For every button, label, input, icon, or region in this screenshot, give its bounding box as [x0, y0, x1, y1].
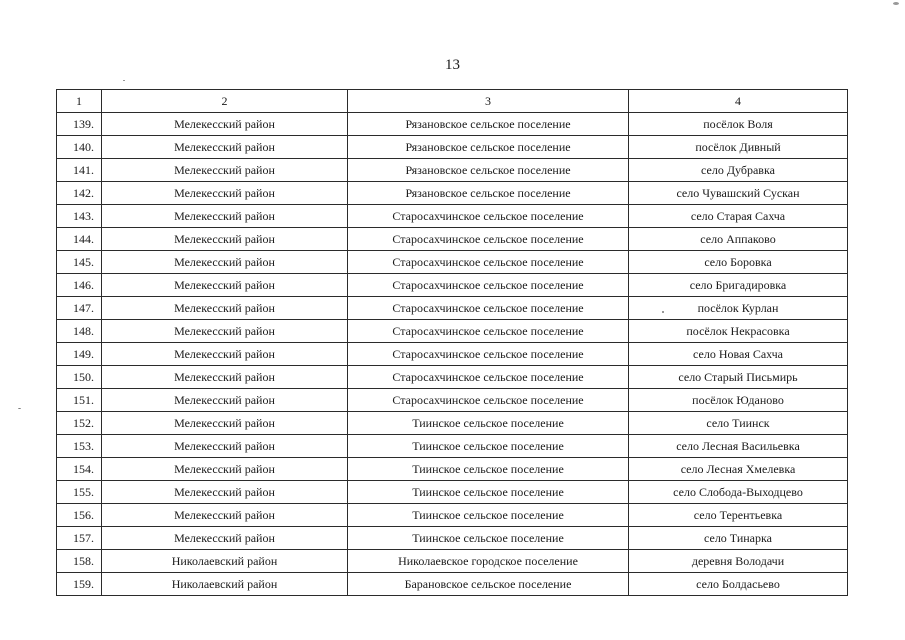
table-row — [57, 435, 848, 458]
table-row — [57, 113, 848, 136]
settlement-cell: Старосахчинское сельское поселение — [348, 274, 629, 297]
district-cell: Мелекесский район — [102, 412, 348, 435]
table-row — [57, 550, 848, 573]
settlement-cell: Тиинское сельское поселение — [348, 412, 629, 435]
settlement-cell: Старосахчинское сельское поселение — [348, 205, 629, 228]
row-number-cell: 157. — [57, 527, 102, 550]
scan-speck — [18, 408, 21, 409]
locality-cell: село Боровка — [629, 251, 848, 274]
settlement-cell: Рязановское сельское поселение — [348, 136, 629, 159]
settlement-cell: Рязановское сельское поселение — [348, 159, 629, 182]
table-row — [57, 343, 848, 366]
locality-cell: посёлок Воля — [629, 113, 848, 136]
district-cell: Мелекесский район — [102, 481, 348, 504]
row-number-cell: 148. — [57, 320, 102, 343]
settlement-cell: Старосахчинское сельское поселение — [348, 320, 629, 343]
district-cell: Николаевский район — [102, 573, 348, 596]
row-number-cell: 139. — [57, 113, 102, 136]
row-number-cell: 155. — [57, 481, 102, 504]
settlement-cell: Рязановское сельское поселение — [348, 182, 629, 205]
locality-cell: село Дубравка — [629, 159, 848, 182]
settlement-cell: Рязановское сельское поселение — [348, 113, 629, 136]
settlement-cell: Старосахчинское сельское поселение — [348, 228, 629, 251]
locality-cell: село Слобода-Выходцево — [629, 481, 848, 504]
settlement-cell: Тиинское сельское поселение — [348, 527, 629, 550]
row-number-cell: 146. — [57, 274, 102, 297]
district-cell: Мелекесский район — [102, 251, 348, 274]
row-number-cell: 151. — [57, 389, 102, 412]
header-cell-district: 2 — [102, 90, 348, 113]
locality-cell: село Лесная Васильевка — [629, 435, 848, 458]
table-row — [57, 481, 848, 504]
locality-cell: село Бригадировка — [629, 274, 848, 297]
locality-cell: посёлок Дивный — [629, 136, 848, 159]
district-cell: Мелекесский район — [102, 205, 348, 228]
row-number-cell: 159. — [57, 573, 102, 596]
locality-cell: село Старый Письмирь — [629, 366, 848, 389]
row-number-cell: 147. — [57, 297, 102, 320]
district-cell: Мелекесский район — [102, 113, 348, 136]
locality-cell: село Новая Сахча — [629, 343, 848, 366]
district-cell: Мелекесский район — [102, 527, 348, 550]
row-number-cell: 153. — [57, 435, 102, 458]
header-cell-number: 1 — [57, 90, 102, 113]
locality-cell: село Лесная Хмелевка — [629, 458, 848, 481]
table-row — [57, 228, 848, 251]
settlement-cell: Старосахчинское сельское поселение — [348, 297, 629, 320]
district-cell: Мелекесский район — [102, 274, 348, 297]
table-row — [57, 159, 848, 182]
row-number-cell: 142. — [57, 182, 102, 205]
district-cell: Мелекесский район — [102, 136, 348, 159]
locality-cell: посёлок Курлан — [629, 297, 848, 320]
table-row — [57, 205, 848, 228]
scan-speck — [893, 2, 899, 5]
locality-cell: посёлок Некрасовка — [629, 320, 848, 343]
district-cell: Мелекесский район — [102, 458, 348, 481]
locality-cell: деревня Володачи — [629, 550, 848, 573]
table-row — [57, 573, 848, 596]
table-row — [57, 389, 848, 412]
scan-speck — [123, 80, 125, 81]
row-number-cell: 154. — [57, 458, 102, 481]
locality-cell: село Тиинск — [629, 412, 848, 435]
settlement-cell: Николаевское городское поселение — [348, 550, 629, 573]
locality-cell: село Болдасьево — [629, 573, 848, 596]
table-row — [57, 504, 848, 527]
district-cell: Мелекесский район — [102, 320, 348, 343]
table-row — [57, 320, 848, 343]
table-row — [57, 274, 848, 297]
row-number-cell: 145. — [57, 251, 102, 274]
row-number-cell: 144. — [57, 228, 102, 251]
settlement-cell: Барановское сельское поселение — [348, 573, 629, 596]
settlement-cell: Старосахчинское сельское поселение — [348, 389, 629, 412]
locality-cell: село Терентьевка — [629, 504, 848, 527]
locality-cell: посёлок Юданово — [629, 389, 848, 412]
row-number-cell: 143. — [57, 205, 102, 228]
locality-cell: село Аппаково — [629, 228, 848, 251]
row-number-cell: 140. — [57, 136, 102, 159]
table-row — [57, 412, 848, 435]
row-number-cell: 156. — [57, 504, 102, 527]
table-header-row — [57, 90, 848, 113]
district-cell: Мелекесский район — [102, 366, 348, 389]
row-number-cell: 149. — [57, 343, 102, 366]
header-cell-settlement: 3 — [348, 90, 629, 113]
district-cell: Мелекесский район — [102, 343, 348, 366]
district-cell: Мелекесский район — [102, 228, 348, 251]
locality-cell: село Старая Сахча — [629, 205, 848, 228]
district-cell: Мелекесский район — [102, 504, 348, 527]
district-cell: Мелекесский район — [102, 435, 348, 458]
table-row — [57, 136, 848, 159]
settlement-cell: Старосахчинское сельское поселение — [348, 251, 629, 274]
row-number-cell: 152. — [57, 412, 102, 435]
settlement-cell: Старосахчинское сельское поселение — [348, 366, 629, 389]
locality-cell: село Тинарка — [629, 527, 848, 550]
table-row — [57, 366, 848, 389]
table-row — [57, 182, 848, 205]
page-number: 13 — [445, 57, 460, 73]
row-number-cell: 158. — [57, 550, 102, 573]
district-cell: Мелекесский район — [102, 297, 348, 320]
row-number-cell: 150. — [57, 366, 102, 389]
locality-cell: село Чувашский Сускан — [629, 182, 848, 205]
district-cell: Мелекесский район — [102, 389, 348, 412]
settlement-cell: Тиинское сельское поселение — [348, 458, 629, 481]
settlement-cell: Тиинское сельское поселение — [348, 504, 629, 527]
table-row — [57, 458, 848, 481]
settlement-cell: Старосахчинское сельское поселение — [348, 343, 629, 366]
table-row — [57, 251, 848, 274]
header-cell-locality: 4 — [629, 90, 848, 113]
district-cell: Мелекесский район — [102, 182, 348, 205]
district-cell: Мелекесский район — [102, 159, 348, 182]
table-row — [57, 297, 848, 320]
row-number-cell: 141. — [57, 159, 102, 182]
settlement-cell: Тиинское сельское поселение — [348, 481, 629, 504]
settlement-cell: Тиинское сельское поселение — [348, 435, 629, 458]
table-row — [57, 527, 848, 550]
settlements-table — [56, 89, 848, 596]
district-cell: Николаевский район — [102, 550, 348, 573]
